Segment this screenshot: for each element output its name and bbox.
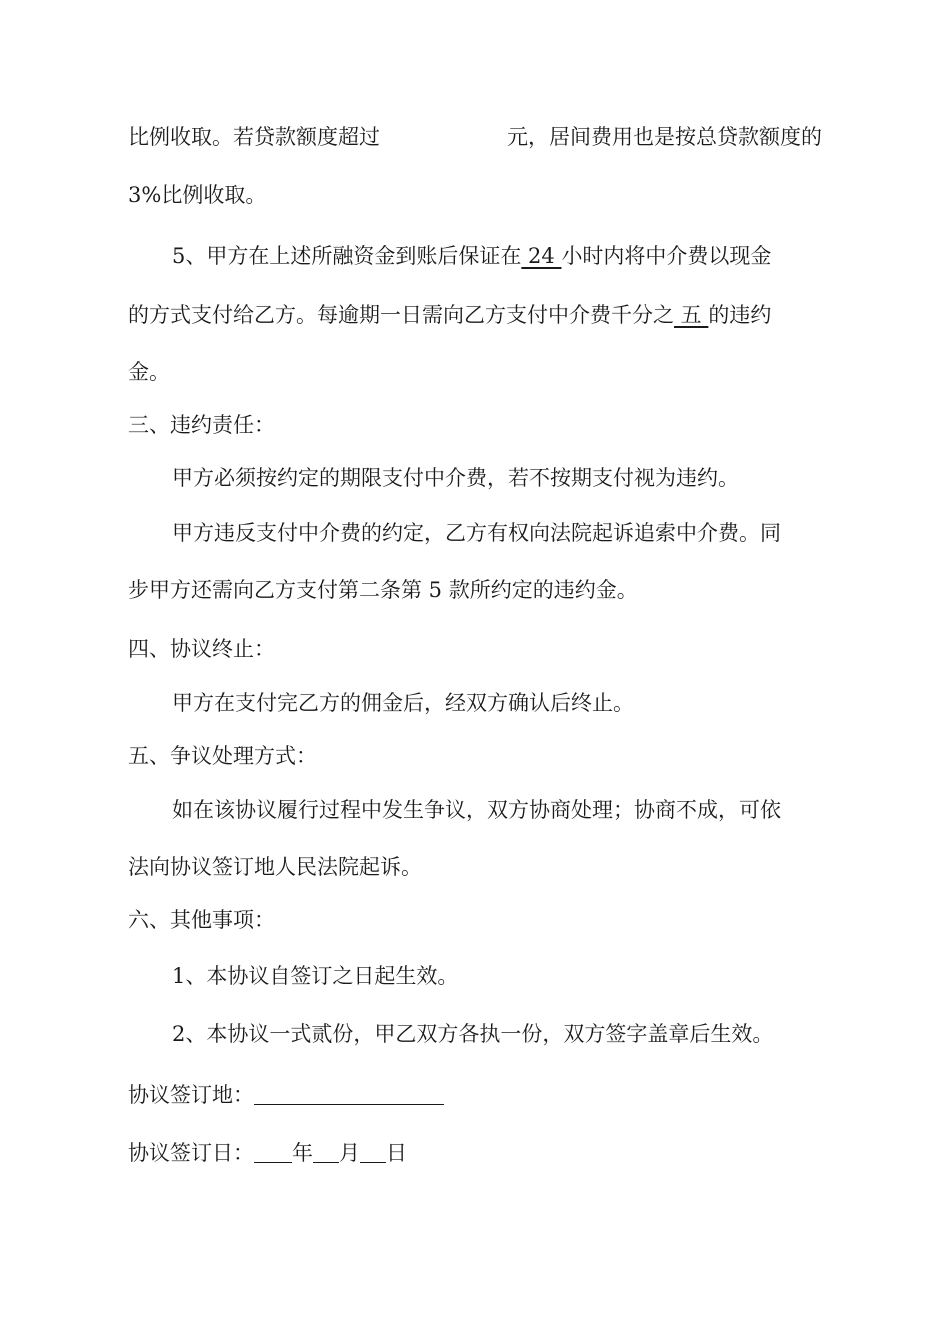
section-title: 六、其他事项： [128, 908, 275, 932]
year-blank[interactable] [254, 1140, 292, 1163]
paragraph-line: 甲方违反支付中介费的约定，乙方有权向法院起诉追索中介费。同 [172, 521, 781, 545]
list-item: 2、本协议一式贰份，甲乙双方各执一份，双方签字盖章后生效。 [172, 1022, 774, 1046]
text-fragment: 的违约 [708, 303, 772, 327]
paragraph-line [128, 122, 822, 152]
section-title: 五、争议处理方式： [128, 744, 317, 768]
paragraph-line: 3%比例收取。 [128, 183, 267, 207]
hours-value: 24 [521, 244, 562, 268]
paragraph-line: 步甲方还需向乙方支付第二条第 5 款所约定的违约金。 [128, 578, 638, 602]
signing-date-label: 协议签订日： [128, 1141, 254, 1165]
signing-date-row [128, 1138, 407, 1168]
text-fragment: 5、甲方在上述所融资金到账后保证在 [172, 244, 522, 268]
text-fragment: 比例收取。若贷款额度超过 [128, 125, 380, 149]
day-label: 日 [386, 1141, 407, 1165]
paragraph-line: 如在该协议履行过程中发生争议，双方协商处理；协商不成，可依 [172, 798, 781, 822]
month-blank[interactable] [313, 1140, 339, 1163]
signing-place-blank[interactable] [254, 1082, 444, 1105]
paragraph-line [172, 241, 771, 271]
signing-place-label: 协议签订地： [128, 1083, 254, 1107]
paragraph-line: 甲方必须按约定的期限支付中介费，若不按期支付视为违约。 [172, 466, 739, 490]
paragraph-line [128, 300, 771, 330]
month-label: 月 [339, 1141, 360, 1165]
signing-place-row [128, 1080, 444, 1110]
day-blank[interactable] [360, 1140, 386, 1163]
section-title: 三、违约责任： [128, 413, 275, 437]
year-label: 年 [292, 1141, 313, 1165]
paragraph-line: 甲方在支付完乙方的佣金后，经双方确认后终止。 [172, 691, 634, 715]
text-fragment: 元，居间费用也是按总贷款额度的 [507, 125, 822, 149]
list-item: 1、本协议自签订之日起生效。 [172, 964, 459, 988]
paragraph-line: 法向协议签订地人民法院起诉。 [128, 855, 422, 879]
text-fragment: 的方式支付给乙方。每逾期一日需向乙方支付中介费千分之 [128, 303, 674, 327]
section-title: 四、协议终止： [128, 637, 275, 661]
penalty-rate-value: 五 [674, 303, 709, 327]
text-fragment: 小时内将中介费以现金 [561, 244, 772, 268]
paragraph-line: 金。 [128, 360, 170, 384]
